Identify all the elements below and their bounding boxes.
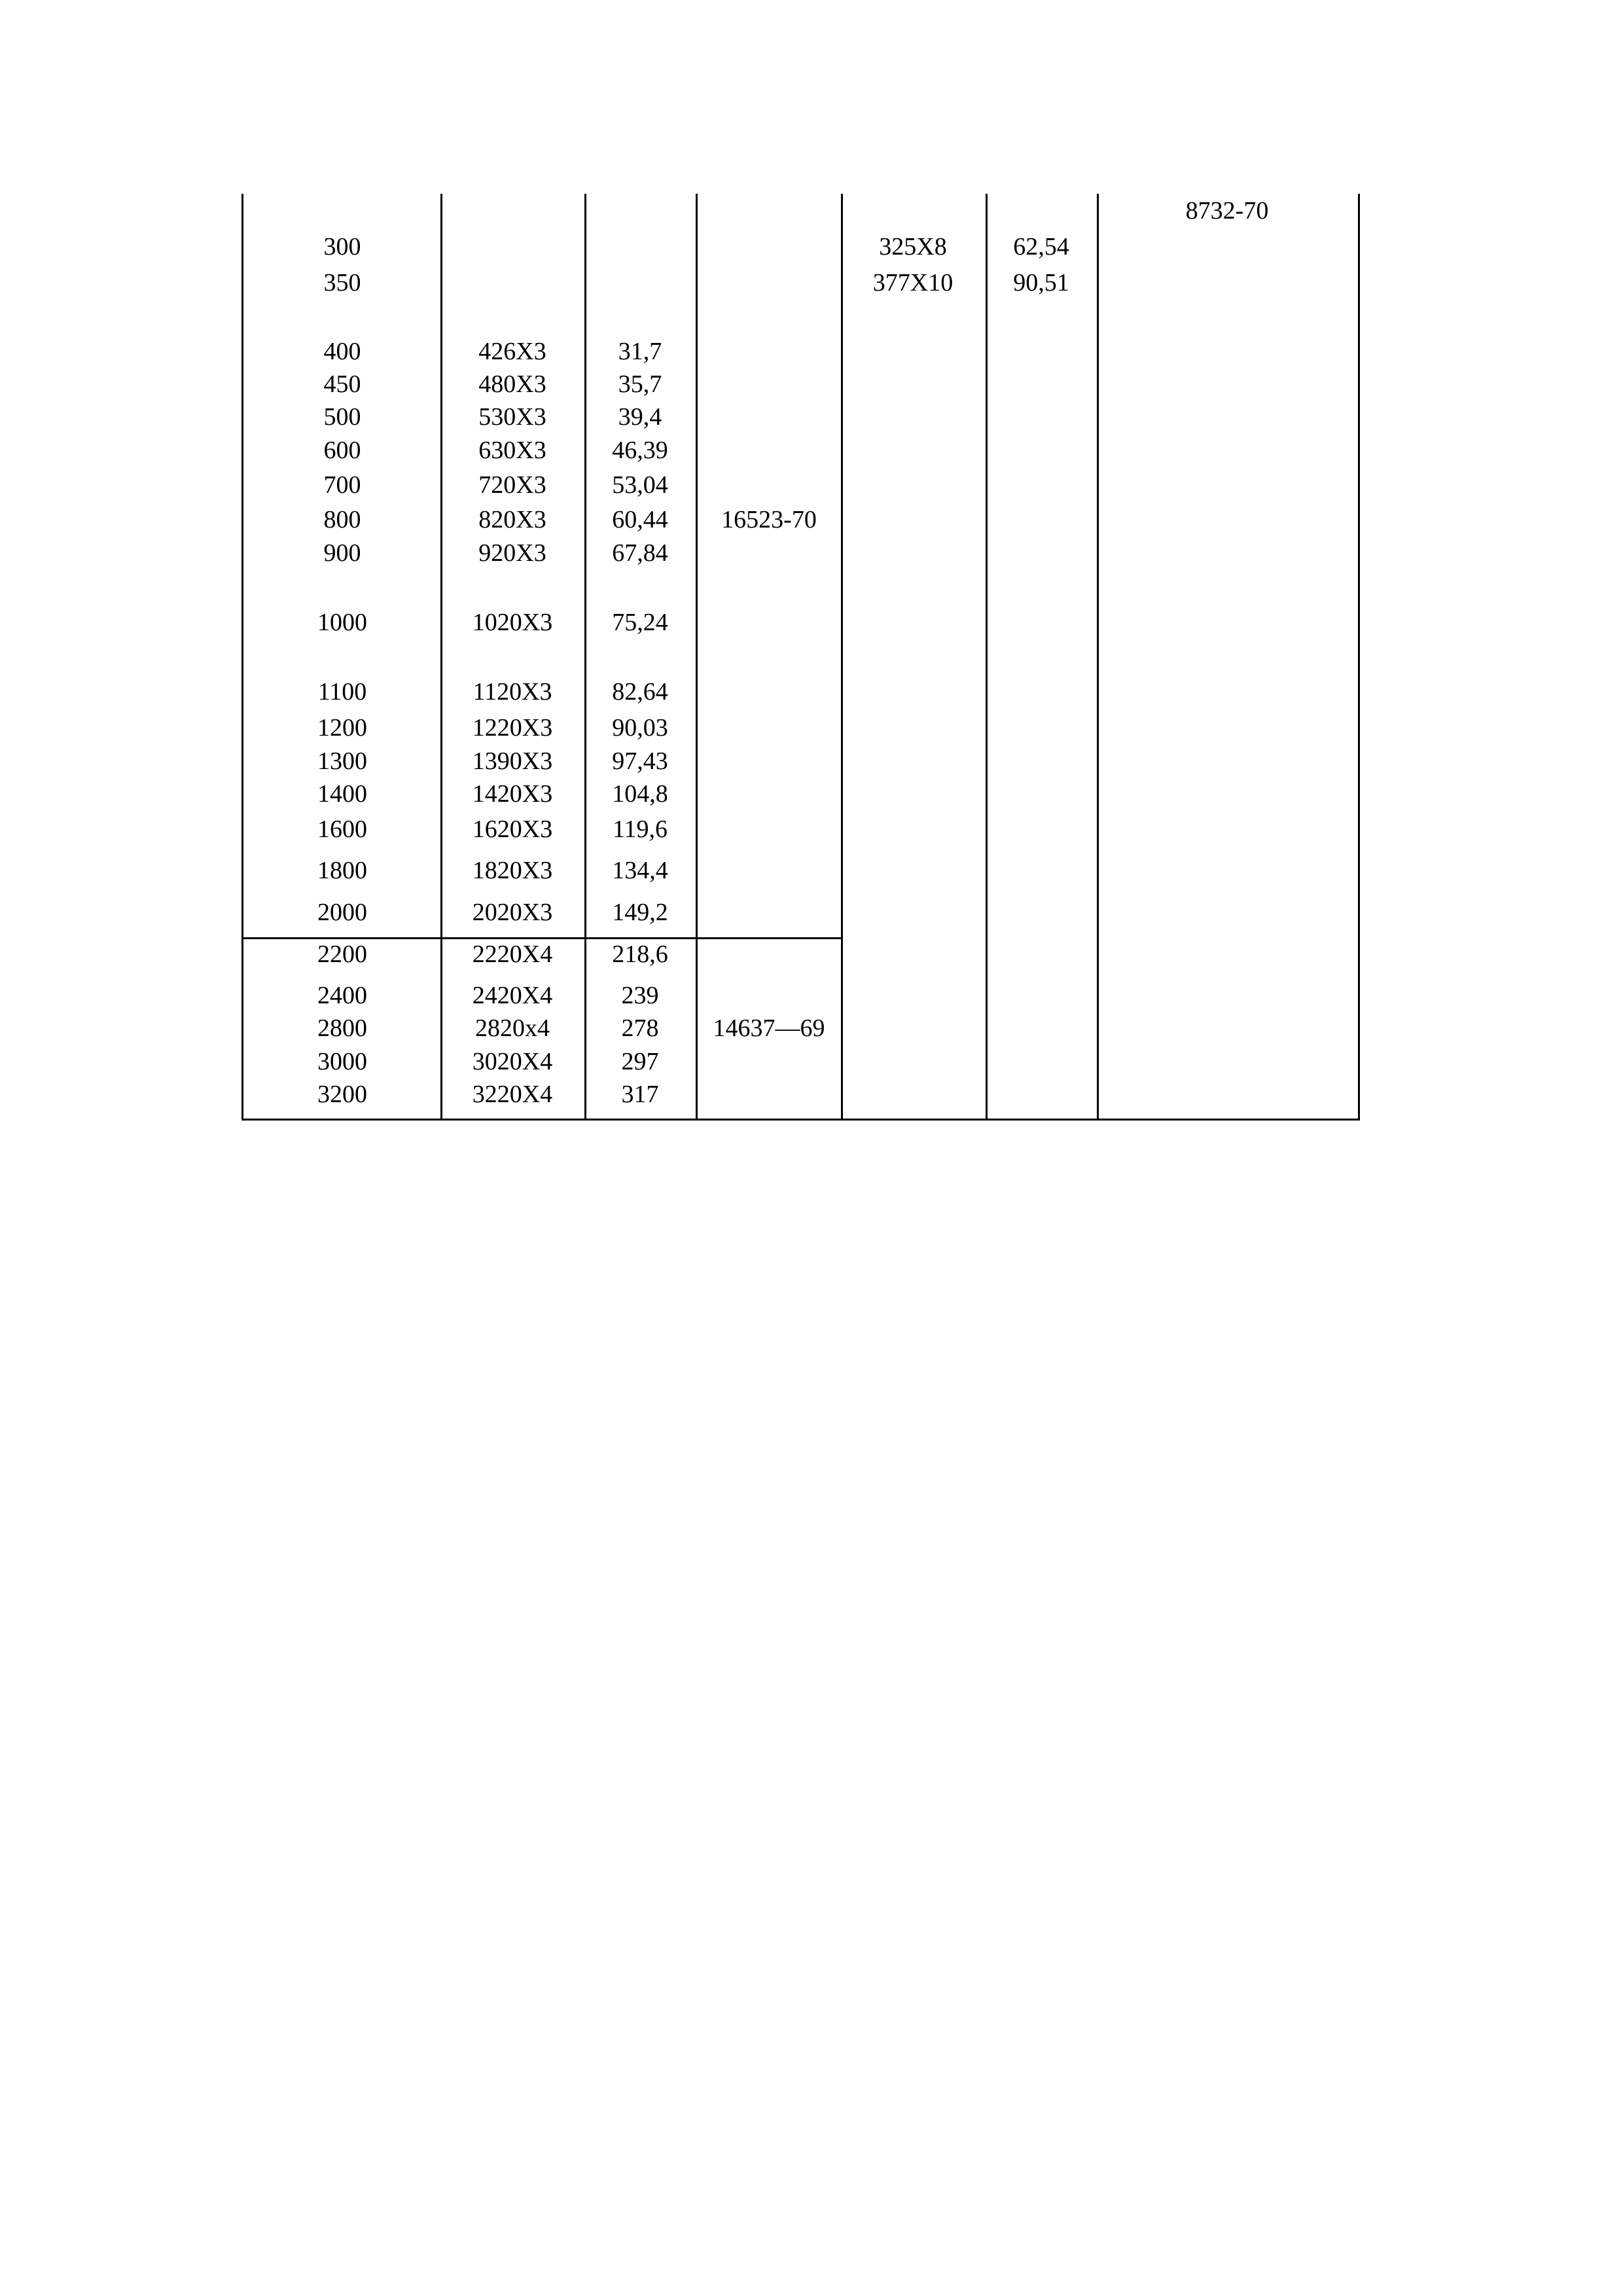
pipe-size-cell: 480X3 <box>478 370 546 398</box>
nominal-diameter-cell: 2800 <box>317 1014 367 1042</box>
table-rule <box>241 937 842 939</box>
mass-cell: 90,51 <box>1013 269 1069 296</box>
mass-cell: 82,64 <box>612 678 668 706</box>
nominal-diameter-cell: 700 <box>323 471 361 499</box>
mass-cell: 239 <box>621 982 659 1009</box>
standard-cell: 14637—69 <box>713 1014 825 1042</box>
nominal-diameter-cell: 1300 <box>317 747 367 775</box>
table-rule <box>696 194 698 1121</box>
pipe-size-cell: 1020X3 <box>472 609 553 636</box>
pipe-size-cell: 720X3 <box>478 471 546 499</box>
table-rule <box>241 1119 1360 1121</box>
pipe-size-cell: 2820x4 <box>475 1014 550 1042</box>
nominal-diameter-cell: 2200 <box>317 941 367 968</box>
pipe-size-cell: 3220X4 <box>472 1081 553 1108</box>
mass-cell: 97,43 <box>612 747 668 775</box>
nominal-diameter-cell: 400 <box>323 338 361 365</box>
mass-cell: 119,6 <box>612 816 668 843</box>
nominal-diameter-cell: 900 <box>323 539 361 567</box>
pipe-size-cell: 530X3 <box>478 403 546 431</box>
nominal-diameter-cell: 1100 <box>317 678 367 706</box>
mass-cell: 104,8 <box>612 780 668 808</box>
mass-cell: 90,03 <box>612 714 668 742</box>
pipe-size-cell: 3020X4 <box>472 1048 553 1075</box>
nominal-diameter-cell: 350 <box>323 269 361 296</box>
mass-cell: 149,2 <box>612 899 668 926</box>
mass-cell: 278 <box>621 1014 659 1042</box>
table-rule <box>1358 194 1360 1121</box>
nominal-diameter-cell: 1200 <box>317 714 367 742</box>
standard-cell: 8732-70 <box>1185 197 1269 224</box>
nominal-diameter-cell: 500 <box>323 403 361 431</box>
mass-cell: 317 <box>621 1081 659 1108</box>
nominal-diameter-cell: 300 <box>323 233 361 260</box>
nominal-diameter-cell: 450 <box>323 370 361 398</box>
mass-cell: 297 <box>621 1048 659 1075</box>
nominal-diameter-cell: 2400 <box>317 982 367 1009</box>
table-rule <box>584 194 586 1121</box>
table-rule <box>841 194 843 1121</box>
pipe-size-cell: 1390X3 <box>472 747 553 775</box>
pipe-size-cell: 1420X3 <box>472 780 553 808</box>
pipe-size-cell: 325X8 <box>879 233 947 260</box>
standard-cell: 16523-70 <box>721 506 817 533</box>
nominal-diameter-cell: 800 <box>323 506 361 533</box>
mass-cell: 134,4 <box>612 857 668 884</box>
nominal-diameter-cell: 3200 <box>317 1081 367 1108</box>
mass-cell: 31,7 <box>618 338 662 365</box>
pipe-size-cell: 426X3 <box>478 338 546 365</box>
nominal-diameter-cell: 1800 <box>317 857 367 884</box>
table-rule <box>986 194 988 1121</box>
mass-cell: 67,84 <box>612 539 668 567</box>
pipe-size-cell: 1820X3 <box>472 857 553 884</box>
mass-cell: 75,24 <box>612 609 668 636</box>
table-rule <box>241 194 243 1121</box>
mass-cell: 35,7 <box>618 370 662 398</box>
nominal-diameter-cell: 600 <box>323 437 361 464</box>
pipe-size-cell: 2420X4 <box>472 982 553 1009</box>
nominal-diameter-cell: 1000 <box>317 609 367 636</box>
nominal-diameter-cell: 1600 <box>317 816 367 843</box>
nominal-diameter-cell: 3000 <box>317 1048 367 1075</box>
pipe-size-cell: 1120X3 <box>473 678 552 706</box>
table-rule <box>1097 194 1099 1121</box>
mass-cell: 218,6 <box>612 941 668 968</box>
pipe-size-cell: 1220X3 <box>472 714 553 742</box>
mass-cell: 60,44 <box>612 506 668 533</box>
pipe-size-cell: 2220X4 <box>472 941 553 968</box>
mass-cell: 53,04 <box>612 471 668 499</box>
nominal-diameter-cell: 2000 <box>317 899 367 926</box>
mass-cell: 39,4 <box>618 403 662 431</box>
pipe-size-cell: 920X3 <box>478 539 546 567</box>
pipe-size-cell: 377X10 <box>872 269 954 296</box>
pipe-size-cell: 1620X3 <box>472 816 553 843</box>
pipe-size-cell: 820X3 <box>478 506 546 533</box>
pipe-size-cell: 2020X3 <box>472 899 553 926</box>
mass-cell: 46,39 <box>612 437 668 464</box>
table-rule <box>440 194 442 1121</box>
pipe-size-cell: 630X3 <box>478 437 546 464</box>
nominal-diameter-cell: 1400 <box>317 780 367 808</box>
mass-cell: 62,54 <box>1013 233 1069 260</box>
